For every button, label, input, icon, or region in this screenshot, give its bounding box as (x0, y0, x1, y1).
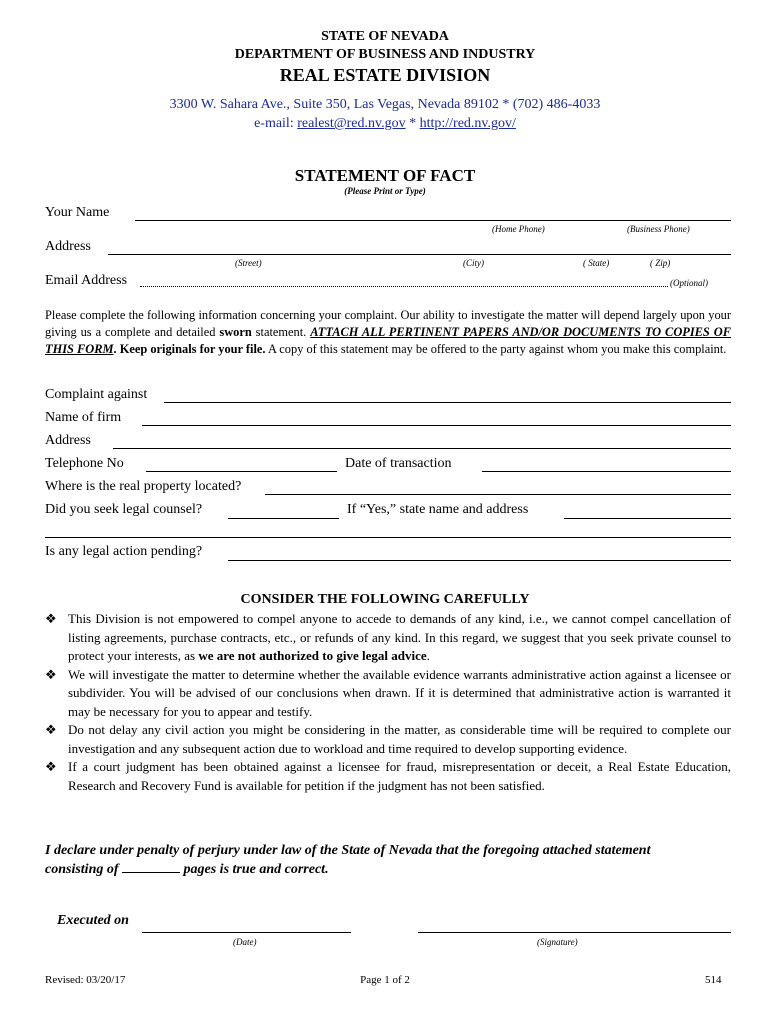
form-subtitle: (Please Print or Type) (344, 186, 426, 196)
legal-counsel-field[interactable] (228, 518, 339, 519)
legal-action-pending-field[interactable] (228, 560, 731, 561)
declaration (45, 841, 735, 879)
date-caption: (Date) (233, 937, 257, 947)
transaction-date-label: Date of transaction (345, 456, 452, 471)
consider-item-3-text: Do not delay any civil action you might be considering in the matter, as considerable time will be required to complete our investigation and any subsequent action due to workload and time required to develop supporting evidence. (68, 722, 731, 756)
complaint-against-field[interactable] (164, 402, 731, 403)
state-caption: ( State) (583, 258, 610, 268)
zip-caption: ( Zip) (650, 258, 671, 268)
address-label: Address (45, 239, 91, 254)
contact-separator: * (405, 116, 420, 131)
signature-field[interactable] (418, 932, 731, 933)
revised-date: Revised: 03/20/17 (45, 974, 126, 986)
signature-caption: (Signature) (537, 937, 578, 947)
declaration-line-2 (45, 860, 735, 879)
executed-date-field[interactable] (142, 932, 351, 933)
form-title: STATEMENT OF FACT (294, 166, 476, 185)
business-phone-caption: (Business Phone) (627, 224, 690, 234)
instructions-paragraph (45, 307, 731, 358)
email-field[interactable] (140, 286, 668, 287)
instructions-part1: Please complete the following information concerning your complaint. Our ability to investigate the matter will depend largely upon your giving us a complete and detailed (45, 308, 731, 339)
consider-item-1 (45, 610, 731, 666)
bullet-icon: ❖ (45, 666, 57, 682)
consider-item-1-bold: we are not authorized to give legal advice (198, 648, 427, 663)
property-location-label: Where is the real property located? (45, 479, 242, 494)
counsel-name-address-field[interactable] (564, 518, 731, 519)
legal-action-pending-label: Is any legal action pending? (45, 544, 203, 559)
property-location-field[interactable] (265, 494, 731, 495)
consider-item-4-text: If a court judgment has been obtained against a licensee for fraud, misrepresentation or deceit, a Real Estate Education, Research and Recovery Fund is available for petition if the judgment has not been satisfied. (68, 759, 731, 793)
bullet-icon: ❖ (45, 722, 57, 737)
instructions-keep: Keep originals for your file. (119, 342, 266, 356)
telephone-field[interactable] (146, 471, 337, 472)
executed-on-label: Executed on (57, 913, 129, 928)
consider-item-1-text: This Division is not empowered to compel anyone to accede to demands of any kind, i.e., we cannot compel cancellation of listing agreements, purchase contracts, etc., or refunds of any kind. In this regard, we suggest that you seek private counsel to protect your interests, as (68, 611, 731, 663)
instructions-part3: . (113, 342, 120, 356)
firm-address-label: Address (45, 433, 91, 448)
firm-label: Name of firm (45, 410, 122, 425)
consider-item-4 (45, 758, 731, 795)
transaction-date-field[interactable] (482, 471, 731, 472)
legal-counsel-label: Did you seek legal counsel? (45, 502, 203, 517)
firm-field[interactable] (142, 425, 731, 426)
consider-item-1-end: . (426, 648, 430, 663)
header-address: 3300 W. Sahara Ave., Suite 350, Las Vegas, Nevada 89102 * (702) 486-4033 (169, 97, 601, 112)
consider-list (45, 610, 731, 795)
email-prefix: e-mail: (254, 116, 298, 131)
declaration-line-2b: pages is true and correct. (180, 862, 329, 877)
if-yes-label: If “Yes,” state name and address (347, 502, 529, 517)
declaration-line-1: I declare under penalty of perjury under law of the State of Nevada that the foregoing attached statement (45, 843, 651, 858)
firm-address-field[interactable] (113, 448, 731, 449)
telephone-label: Telephone No (45, 456, 124, 471)
street-caption: (Street) (235, 258, 262, 268)
form-number: 514 (705, 974, 722, 986)
email-label: Email Address (45, 273, 128, 288)
your-name-label: Your Name (45, 205, 110, 220)
instructions-attach: ATTACH ALL PERTINENT PAPERS AND/OR DOCUMENTS TO COPIES OF THIS FORM (45, 325, 731, 356)
page-count-field[interactable] (122, 860, 180, 873)
address-field[interactable] (108, 254, 731, 255)
email-link[interactable]: realest@red.nv.gov (297, 116, 406, 131)
header-contact (0, 116, 770, 132)
consider-heading: CONSIDER THE FOLLOWING CAREFULLY (240, 592, 530, 607)
header-division: REAL ESTATE DIVISION (279, 65, 491, 85)
instructions-part2: statement. (251, 325, 311, 339)
consider-item-2 (45, 666, 731, 722)
optional-caption: (Optional) (670, 278, 708, 288)
header-state: STATE OF NEVADA (321, 29, 449, 44)
bullet-icon: ❖ (45, 759, 57, 774)
instructions-part4: A copy of this statement may be offered to the party against whom you make this complaint. (265, 342, 727, 356)
website-link[interactable]: http://red.nv.gov/ (419, 116, 516, 131)
page-number: Page 1 of 2 (360, 974, 410, 986)
header-department: DEPARTMENT OF BUSINESS AND INDUSTRY (234, 47, 536, 62)
your-name-field[interactable] (135, 220, 731, 221)
consider-item-3 (45, 721, 731, 758)
complaint-against-label: Complaint against (45, 387, 148, 402)
declaration-line-2a: consisting of (45, 862, 123, 877)
home-phone-caption: (Home Phone) (492, 224, 545, 234)
city-caption: (City) (463, 258, 484, 268)
instructions-sworn: sworn (219, 325, 252, 339)
bullet-icon: ❖ (45, 611, 57, 626)
consider-item-2-text: We will investigate the matter to determine whether the available evidence warrants administrative action against a licensee or subdivider. You will be advised of our conclusions when drawn. If it is determined that administrative action is warranted it may be necessary for you to appear and testify. (68, 666, 731, 719)
counsel-name-address-field-2[interactable] (45, 537, 731, 538)
